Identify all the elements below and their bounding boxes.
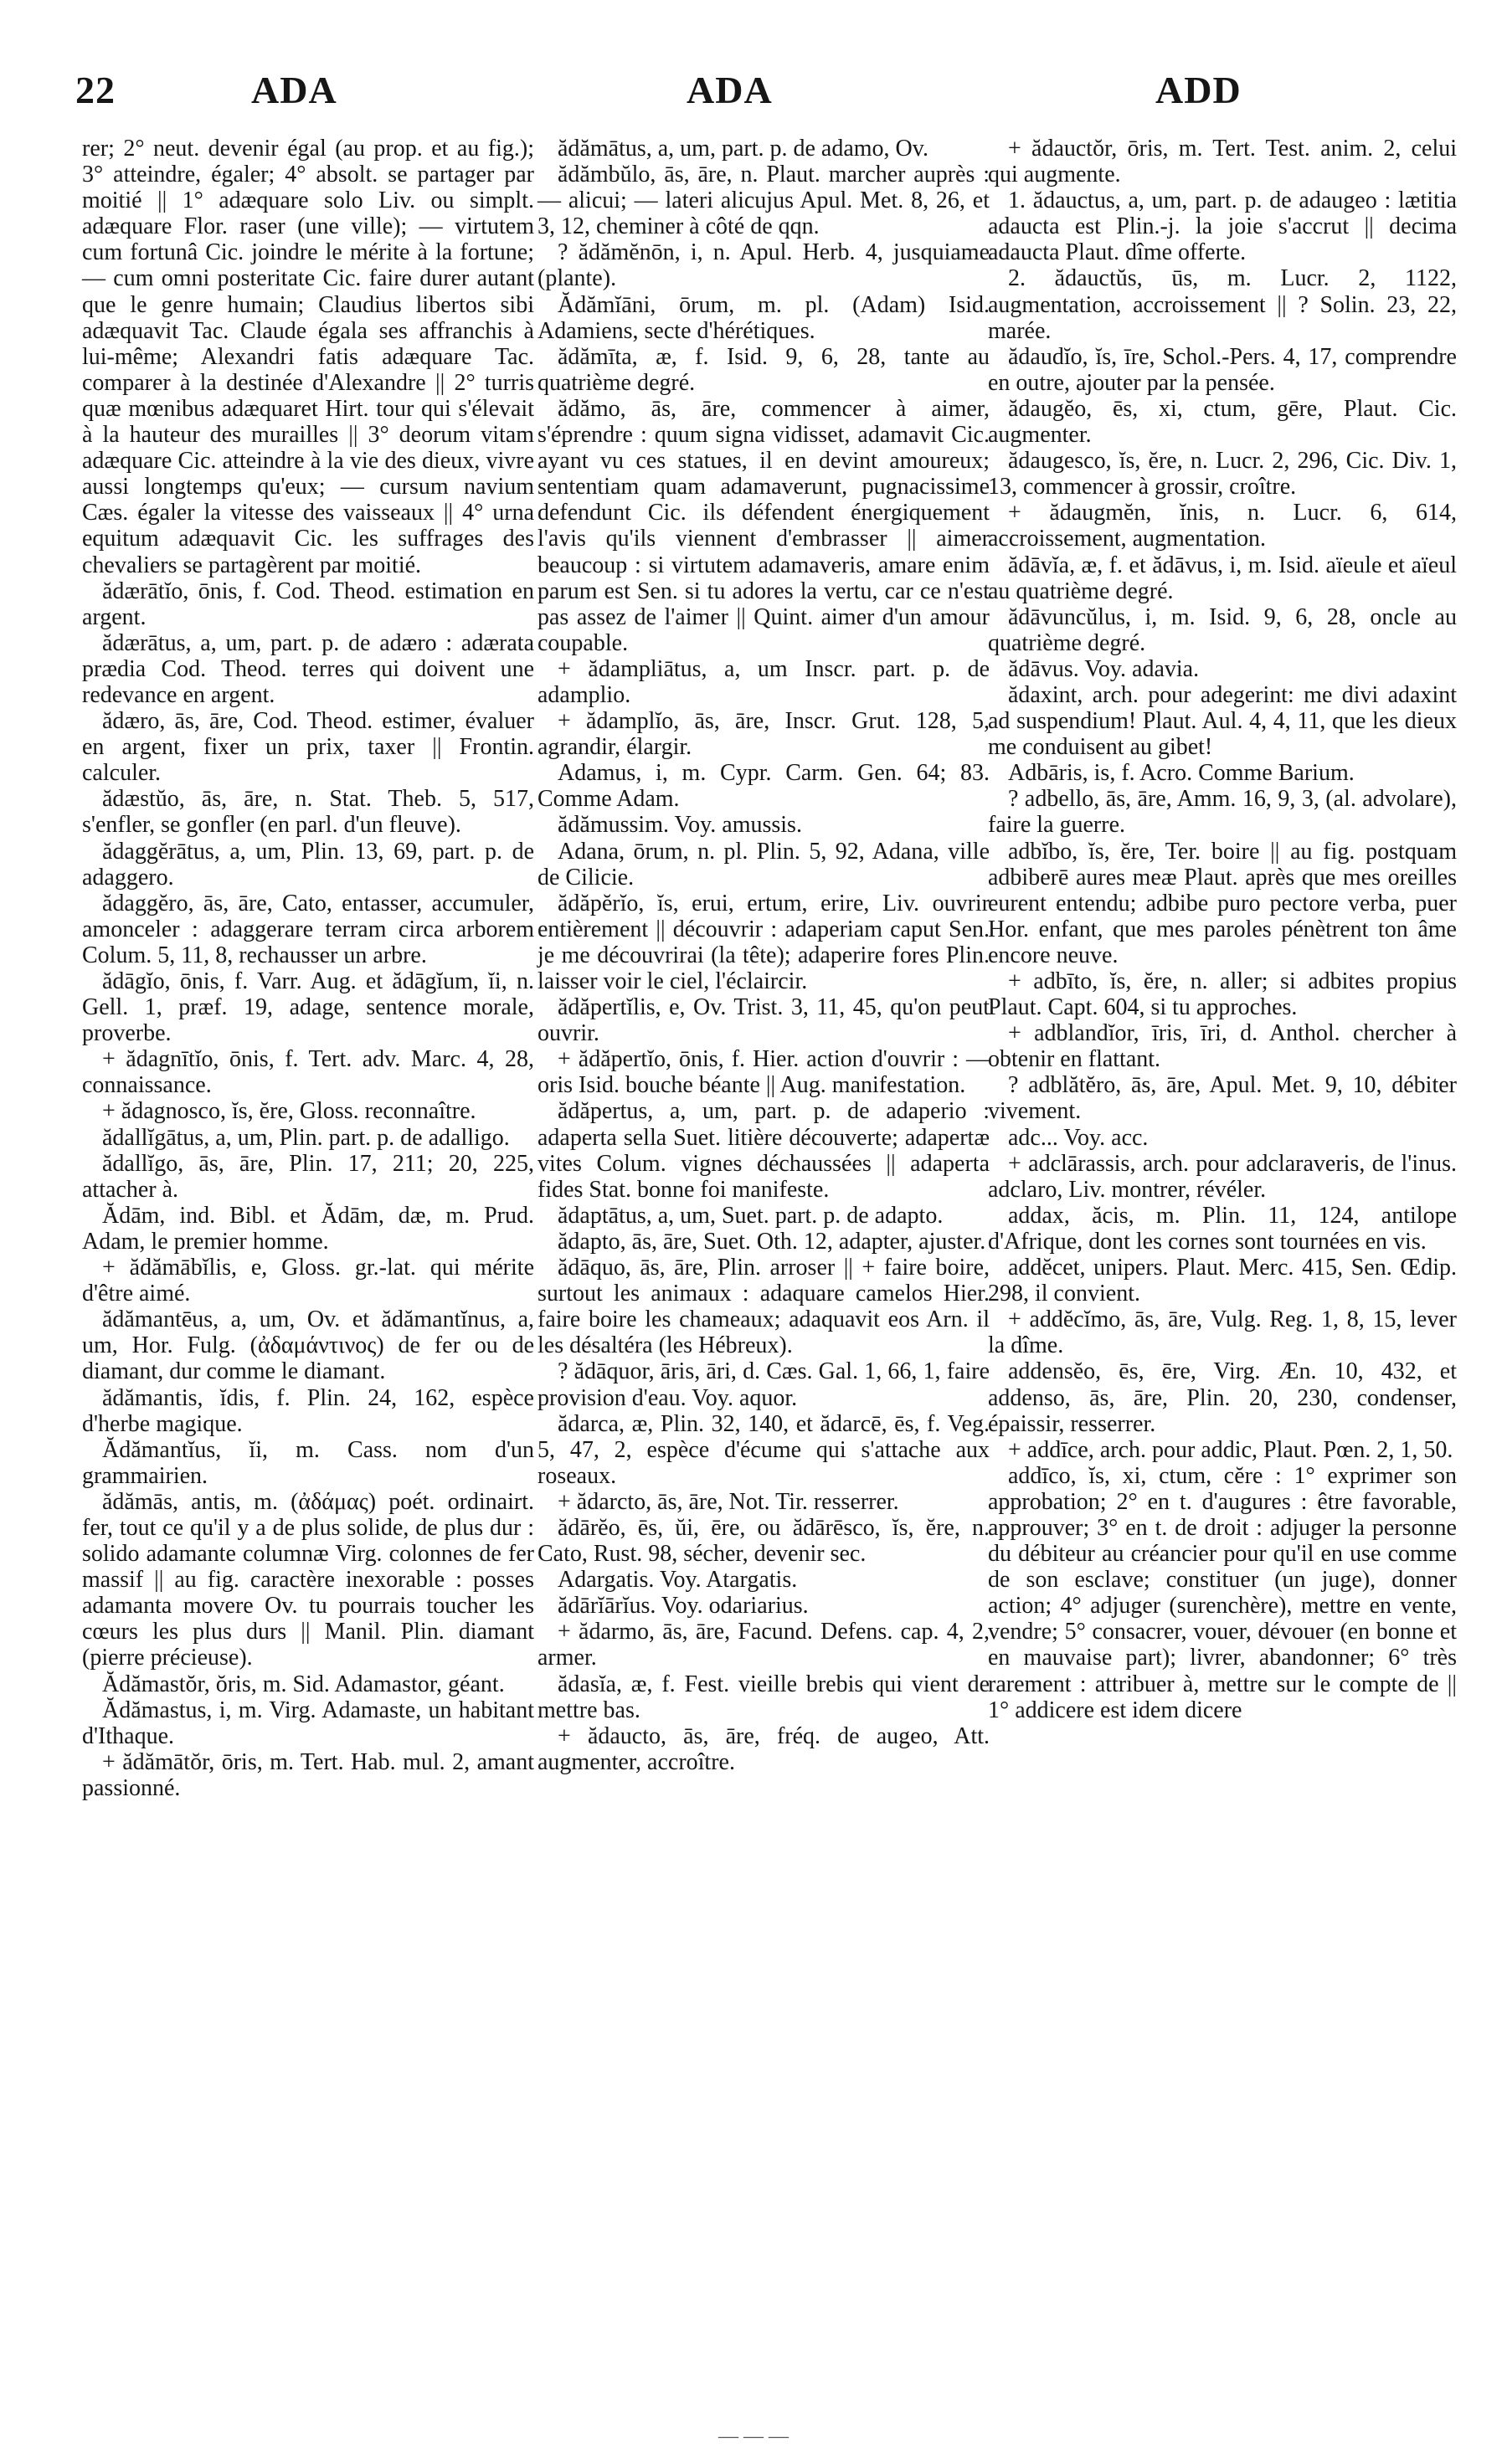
dictionary-entry: + ădămātŏr, ōris, m. Tert. Hab. mul. 2, amant passionné. — [82, 1748, 534, 1801]
column-right — [988, 136, 1457, 1723]
dictionary-entry: ădămo, ās, āre, commencer à aimer, s'éprendre : quum signa vidisset, adamavit Cic. ayant vu ces statues, il en devint amoureux; sententiam quam adamaverunt, pugnacissime defendunt Cic. ils défendent énergiquement l'avis qu'ils viennent d'embrasser || aimer beaucoup : si virtutem adamaveris, amare enim parum est Sen. si tu adores la vertu, car ce n'est pas assez de l'aimer || Quint. aimer d'un amour coupable. — [537, 395, 990, 656]
dictionary-entry: adc... Voy. acc. — [1008, 1124, 1149, 1151]
dictionary-entry: Adbāris, is, f. Acro. Comme Barium. — [1008, 760, 1355, 787]
dictionary-entry: ădapto, ās, āre, Suet. Oth. 12, adapter, ajuster. — [558, 1228, 986, 1255]
header-left-word: ADA — [251, 69, 337, 111]
dictionary-entry: ădăpertus, a, um, part. p. de adaperio : adaperta sella Suet. litière découverte; adapertæ vites Colum. vignes déchaussées || adaperta fides Stat. bonne foi manifeste. — [537, 1098, 990, 1203]
dictionary-entry: ădămās, antis, m. (ἀδάμας) poét. ordinairt. fer, tout ce qu'il y a de plus solide, de plus dur : solido adamante columnæ Virg. colonnes de fer massif || au fig. caractère inexorable : posses adamanta movere Ov. tu pourrais toucher les cœurs les plus durs || Manil. Plin. diamant (pierre précieuse). — [82, 1488, 534, 1671]
dictionary-entry: Ădămantĭus, ĭi, m. Cass. nom d'un grammairien. — [82, 1436, 534, 1489]
dictionary-entry: ? adbello, ās, āre, Amm. 16, 9, 3, (al. advolare), faire la guerre. — [988, 786, 1457, 839]
dictionary-entry: + ădaugmĕn, ĭnis, n. Lucr. 6, 614, accroissement, augmentation. — [988, 500, 1457, 552]
dictionary-entry: + adblandĭor, īris, īri, d. Anthol. chercher à obtenir en flattant. — [988, 1020, 1457, 1073]
dictionary-entry: + adclārassis, arch. pour adclaraveris, de l'inus. adclaro, Liv. montrer, révéler. — [988, 1150, 1457, 1203]
page-footer: — — — — [718, 2426, 789, 2447]
dictionary-entry: adbĭbo, ĭs, ĕre, Ter. boire || au fig. postquam adbiberē aures meæ Plaut. après que mes oreilles eurent entendu; adbibe puro pectore verba, puer Hor. enfant, que mes paroles pénètrent ton âme encore neuve. — [988, 838, 1457, 968]
dictionary-entry: ădærātus, a, um, part. p. de adæro : adærata prædia Cod. Theod. terres qui doivent une redevance en argent. — [82, 629, 534, 708]
dictionary-entry: ădaxint, arch. pour adegerint: me divi adaxint ad suspendium! Plaut. Aul. 4, 4, 11, que les dieux me conduisent au gibet! — [988, 681, 1457, 761]
dictionary-entry: ădămantēus, a, um, Ov. et ădămantĭnus, a, um, Hor. Fulg. (ἀδαμάντινος) de fer ou de diamant, dur comme le diamant. — [82, 1306, 534, 1385]
running-header — [0, 65, 1507, 124]
dictionary-entry: ? adblătĕro, ās, āre, Apul. Met. 9, 10, débiter vivement. — [988, 1072, 1457, 1125]
dictionary-entry: ădaugesco, ĭs, ĕre, n. Lucr. 2, 296, Cic. Div. 1, 13, commencer à grossir, croître. — [988, 448, 1457, 501]
dictionary-entry: + adbīto, ĭs, ĕre, n. aller; si adbites propius Plaut. Capt. 604, si tu approches. — [988, 968, 1457, 1021]
dictionary-entry: ? ădămĕnōn, i, n. Apul. Herb. 4, jusquiame (plante). — [537, 239, 990, 292]
header-center-word: ADA — [687, 69, 773, 111]
dictionary-entry: rer; 2° neut. devenir égal (au prop. et au fig.); 3° atteindre, égaler; 4° absolt. se partager par moitié || 1° adæquare solo Liv. ou simplt. adæquare Flor. raser (une ville); — virtutem cum fortunâ Cic. joindre le mérite à la fortune; — cum omni posteritate Cic. faire durer autant que le genre humain; Claudius libertos sibi adæquavit Tac. Claude égala ses affranchis à lui-même; Alexandri fatis adæquare Tac. comparer à la destinée d'Alexandre || 2° turris quæ mœnibus adæquaret Hirt. tour qui s'élevait à la hauteur des murailles || 3° deorum vitam adæquare Cic. atteindre à la vie des dieux, vivre aussi longtemps qu'eux; — cursum navium Cæs. égaler la vitesse des vaisseaux || 4° urna equitum adæquavit Cic. les suffrages des chevaliers se partagèrent par moitié. — [82, 136, 534, 578]
dictionary-entry: ădāvuncŭlus, i, m. Isid. 9, 6, 28, oncle au quatrième degré. — [988, 603, 1457, 656]
dictionary-entry: + ădăpertĭo, ōnis, f. Hier. action d'ouvrir : — oris Isid. bouche béante || Aug. manifestation. — [537, 1046, 990, 1099]
dictionary-entry: addĕcet, unipers. Plaut. Merc. 415, Sen. Œdip. 298, il convient. — [988, 1255, 1457, 1307]
dictionary-entry: ădămīta, æ, f. Isid. 9, 6, 28, tante au quatrième degré. — [537, 343, 990, 396]
dictionary-entry: ădămantis, ĭdis, f. Plin. 24, 162, espèce d'herbe magique. — [82, 1384, 534, 1437]
dictionary-entry: ădămbŭlo, ās, āre, n. Plaut. marcher auprès : — alicui; — lateri alicujus Apul. Met. 8, 26, et 3, 12, cheminer à côté de qqn. — [537, 162, 990, 240]
dictionary-entry: 1. ădauctus, a, um, part. p. de adaugeo : lætitia adaucta est Plin.-j. la joie s'accrut || decima adaucta Plaut. dîme offerte. — [988, 187, 1457, 266]
dictionary-entry: + ădagnosco, ĭs, ĕre, Gloss. reconnaître. — [102, 1098, 476, 1125]
dictionary-entry: 2. ădauctŭs, ūs, m. Lucr. 2, 1122, augmentation, accroissement || ? Solin. 23, 22, marée. — [988, 265, 1457, 344]
dictionary-entry: addax, ăcis, m. Plin. 11, 124, antilope d'Afrique, dont les cornes sont tournées en vis. — [988, 1202, 1457, 1255]
dictionary-entry: Ădămastŏr, ŏris, m. Sid. Adamastor, géant. — [102, 1671, 505, 1697]
dictionary-entry: ădaugĕo, ēs, xi, ctum, gēre, Plaut. Cic. augmenter. — [988, 395, 1457, 449]
dictionary-entry: ădămātus, a, um, part. p. de adamo, Ov. — [558, 136, 928, 162]
dictionary-entry: Adargatis. Voy. Atargatis. — [558, 1567, 798, 1594]
dictionary-entry: ădallĭgātus, a, um, Plin. part. p. de adalligo. — [102, 1124, 510, 1151]
header-right-word: ADD — [1155, 69, 1242, 111]
dictionary-entry: ădāquo, ās, āre, Plin. arroser || + faire boire, surtout les animaux : adaquare camelos Hier. faire boire les chameaux; adaquavit eos Arn. il les désaltéra (les Hébreux). — [537, 1255, 990, 1359]
dictionary-entry: Adana, ōrum, n. pl. Plin. 5, 92, Adana, ville de Cilicie. — [537, 838, 990, 891]
dictionary-entry: ădarca, æ, Plin. 32, 140, et ădarcē, ēs, f. Veg. 5, 47, 2, espèce d'écume qui s'attache aux roseaux. — [537, 1410, 990, 1489]
dictionary-entry: ădæro, ās, āre, Cod. Theod. estimer, évaluer en argent, fixer un prix, taxer || Frontin. calculer. — [82, 708, 534, 787]
dictionary-entry: ădāgĭo, ōnis, f. Varr. Aug. et ădāgĭum, ĭi, n. Gell. 1, præf. 19, adage, sentence morale, proverbe. — [82, 968, 534, 1047]
dictionary-entry: ădāvus. Voy. adavia. — [1008, 655, 1200, 682]
dictionary-entry: ădăpĕrĭo, ĭs, erui, ertum, erire, Liv. ouvrir entièrement || découvrir : adaperiam caput Sen. je me découvrirai (la tête); adaperire fores Plin. laisser voir le ciel, l'éclaircir. — [537, 890, 990, 994]
dictionary-entry: ădærātĭo, ōnis, f. Cod. Theod. estimation en argent. — [82, 578, 534, 630]
dictionary-entry: ădallĭgo, ās, āre, Plin. 17, 211; 20, 225, attacher à. — [82, 1150, 534, 1203]
column-middle — [537, 136, 990, 1775]
dictionary-entry: ădæstŭo, ās, āre, n. Stat. Theb. 5, 517, s'enfler, se gonfler (en parl. d'un fleuve). — [82, 786, 534, 839]
dictionary-entry: Adamus, i, m. Cypr. Carm. Gen. 64; 83. Comme Adam. — [537, 760, 990, 813]
dictionary-entry: Ădămastus, i, m. Virg. Adamaste, un habitant d'Ithaque. — [82, 1697, 534, 1749]
dictionary-entry: + addīce, arch. pour addic, Plaut. Pœn. 2, 1, 50. — [1008, 1436, 1453, 1463]
dictionary-entry: ădaggĕro, ās, āre, Cato, entasser, accumuler, amonceler : adaggerare terram circa arborem Colum. 5, 11, 8, rechausser un arbre. — [82, 890, 534, 968]
dictionary-entry: + ădaucto, ās, āre, fréq. de augeo, Att. augmenter, accroître. — [537, 1722, 990, 1775]
dictionary-entry: ădămussim. Voy. amussis. — [558, 812, 802, 839]
dictionary-entry: ădăpertĭlis, e, Ov. Trist. 3, 11, 45, qu'on peut ouvrir. — [537, 994, 990, 1047]
dictionary-entry: + ădauctŏr, ōris, m. Tert. Test. anim. 2, celui qui augmente. — [988, 136, 1457, 188]
dictionary-entry: + ădagnītĭo, ōnis, f. Tert. adv. Marc. 4, 28, connaissance. — [82, 1046, 534, 1099]
dictionary-entry: + addĕcĭmo, ās, āre, Vulg. Reg. 1, 8, 15, lever la dîme. — [988, 1306, 1457, 1359]
dictionary-entry: ădārĭārĭus. Voy. odariarius. — [558, 1593, 809, 1620]
dictionary-entry: + ădamplĭo, ās, āre, Inscr. Grut. 128, 5, agrandir, élargir. — [537, 708, 990, 761]
dictionary-entry: ădārĕo, ēs, ŭi, ēre, ou ădārēsco, ĭs, ĕre, n. Cato, Rust. 98, sécher, devenir sec. — [537, 1514, 990, 1568]
dictionary-entry: ădaptātus, a, um, Suet. part. p. de adapto. — [558, 1202, 944, 1229]
page-number: 22 — [75, 69, 116, 111]
dictionary-entry: Ădămĭāni, ōrum, m. pl. (Adam) Isid. Adamiens, secte d'hérétiques. — [537, 291, 990, 344]
dictionary-entry: + ădarcto, ās, āre, Not. Tir. resserrer. — [558, 1488, 899, 1515]
dictionary-entry: + ădămābĭlis, e, Gloss. gr.-lat. qui mérite d'être aimé. — [82, 1255, 534, 1307]
dictionary-entry: ădaudĭo, ĭs, īre, Schol.-Pers. 4, 17, comprendre en outre, ajouter par la pensée. — [988, 343, 1457, 396]
dictionary-entry: addensĕo, ēs, ēre, Virg. Æn. 10, 432, et addenso, ās, āre, Plin. 20, 230, condenser, épaissir, resserrer. — [988, 1358, 1457, 1437]
dictionary-entry: ădaggĕrātus, a, um, Plin. 13, 69, part. p. de adaggero. — [82, 838, 534, 891]
dictionary-entry: Ădām, ind. Bibl. et Ădām, dæ, m. Prud. Adam, le premier homme. — [82, 1202, 534, 1255]
dictionary-entry: addīco, ĭs, xi, ctum, cĕre : 1° exprimer son approbation; 2° en t. d'augures : être favorable, approuver; 3° en t. de droit : adjuger la personne du débiteur au créancier pour qu'il en use comme de son esclave; constituer (un juge), donner action; 4° adjuger (surenchère), mettre en vente, vendre; 5° consacrer, vouer, dévouer (en bonne et en mauvaise part); livrer, abandonner; 6° très rarement : attribuer à, mettre sur le compte de || 1° addicere est idem dicere — [988, 1462, 1457, 1723]
dictionary-entry: ădasĭa, æ, f. Fest. vieille brebis qui vient de mettre bas. — [537, 1671, 990, 1723]
dictionary-entry: ădāvĭa, æ, f. et ădāvus, i, m. Isid. aïeule et aïeul au quatrième degré. — [988, 552, 1457, 604]
dictionary-entry: + ădampliātus, a, um Inscr. part. p. de adamplio. — [537, 655, 990, 708]
dictionary-entry: + ădarmo, ās, āre, Facund. Defens. cap. 4, 2, armer. — [537, 1619, 990, 1671]
column-left — [82, 136, 534, 1801]
dictionary-entry: ? ădāquor, āris, āri, d. Cæs. Gal. 1, 66, 1, faire provision d'eau. Voy. aquor. — [537, 1358, 990, 1411]
